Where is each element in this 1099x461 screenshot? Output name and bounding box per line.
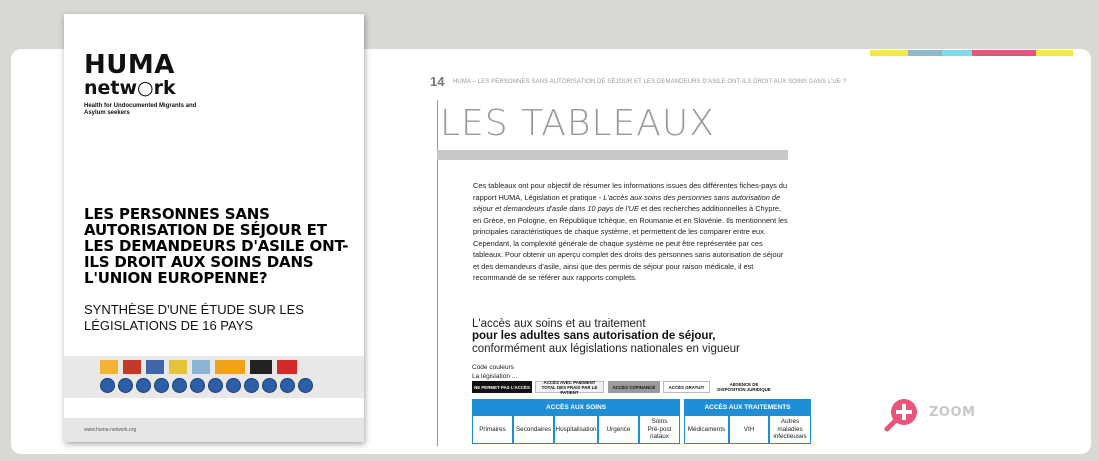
partner-logo-icon bbox=[277, 360, 297, 374]
report-cover[interactable] bbox=[64, 14, 364, 442]
table-col-vih: VIH bbox=[729, 415, 769, 444]
zoom-label[interactable]: ZOOM bbox=[929, 405, 976, 420]
eu-star-icon bbox=[226, 378, 241, 393]
table-col-secondaires: Secondaires bbox=[513, 415, 554, 444]
table-col-prepost: Soins Pré-post nataux bbox=[639, 415, 680, 444]
eu-star-icon bbox=[280, 378, 295, 393]
eu-star-icon bbox=[244, 378, 259, 393]
table-col-autres: Autres maladies infectieuses bbox=[769, 415, 811, 444]
eu-star-icon bbox=[118, 378, 133, 393]
color-strip-3 bbox=[942, 50, 972, 56]
page-title: LES TABLEAUX bbox=[440, 103, 715, 144]
table-col-medicaments: Médicaments bbox=[684, 415, 729, 444]
color-strip-2 bbox=[908, 50, 942, 56]
logo-huma: HUMA bbox=[84, 50, 175, 80]
legislation-label: La législation ... bbox=[472, 373, 518, 380]
table-col-urgence: Urgence bbox=[598, 415, 639, 444]
intro-text-italic: L'accès aux soins des personnes sans autorisation de séjour et demandeurs d'asile dans 10 pays de l'UE bbox=[473, 192, 781, 213]
legend-cofinanced: ACCÈS COFINANCÉ bbox=[608, 381, 660, 393]
section-heading-2: pour les adultes sans autorisation de séjour, bbox=[472, 330, 716, 342]
cover-url: www.huma-network.org bbox=[84, 427, 137, 433]
eu-star-icon bbox=[190, 378, 205, 393]
table-col-hospitalisation: Hospitalisation bbox=[554, 415, 598, 444]
partner-logo-icon bbox=[169, 360, 187, 374]
cover-subtitle: SYNTHÈSE D'UNE ÉTUDE SUR LES LÉGISLATIONS DE 16 PAYS bbox=[84, 302, 304, 333]
page-header: HUMA – LES PERSONNES SANS AUTORISATION DE SÉJOUR ET LES DEMANDEURS D'ASILE ONT-ILS DROIT AUX SOINS DANS L'UE ? bbox=[453, 79, 847, 85]
section-heading-3: conformément aux législations nationales en vigueur bbox=[472, 343, 740, 355]
intro-text-a: Ces tableaux ont pour objectif de résumer les informations issues des différentes fiches-pays du rapport HUMA, Législation et pratique - bbox=[473, 181, 788, 202]
eu-star-icon bbox=[262, 378, 277, 393]
color-strip-1 bbox=[870, 50, 908, 56]
logo-network: netw○rk bbox=[84, 77, 176, 99]
section-heading-1: L'accès aux soins et au traitement bbox=[472, 318, 646, 330]
legend-no-provision: ABSENCE DE DISPOSITION JURIDIQUE bbox=[713, 381, 775, 393]
legend-free-access: ACCÈS GRATUIT bbox=[663, 381, 710, 393]
table-head-traitements: ACCÈS AUX TRAITEMENTS bbox=[684, 399, 811, 415]
partner-logo-icon bbox=[192, 360, 210, 374]
eu-star-logos bbox=[100, 378, 313, 393]
partner-logo-icon bbox=[215, 360, 245, 374]
partner-logo-icon bbox=[250, 360, 272, 374]
table-head-soins: ACCÈS AUX SOINS bbox=[472, 399, 680, 415]
color-code-label: Code couleurs bbox=[472, 364, 514, 371]
legend-no-access: NE PERMET PAS L'ACCÈS bbox=[472, 381, 532, 393]
partner-logos bbox=[100, 360, 297, 374]
eu-star-icon bbox=[136, 378, 151, 393]
partner-logo-icon bbox=[100, 360, 118, 374]
color-strip-5 bbox=[1036, 50, 1073, 56]
zoom-button[interactable] bbox=[884, 396, 984, 432]
page-number: 14 bbox=[430, 74, 445, 89]
eu-star-icon bbox=[154, 378, 169, 393]
eu-star-icon bbox=[172, 378, 187, 393]
title-bar bbox=[437, 150, 788, 160]
legend-full-payment: ACCÈS AVEC PAIEMENT TOTAL DES FRAIS PAR LE PATIENT bbox=[535, 381, 604, 393]
partner-logo-icon bbox=[146, 360, 164, 374]
eu-star-icon bbox=[100, 378, 115, 393]
intro-text-b: et des recherches additionnelles à Chypre, en Grèce, en Pologne, en République tchèque, en Roumanie et en Slovénie. Ils mentionnent les principales caractéristiques de chaque système, et permettent de les comparer entre eux. Cependant, la complexité générale de chaque système ne peut être représentée par ces tableaux. Pour obtenir un aperçu complet des droits des personnes sans autorisation de séjour et des demandeurs d'asile, ainsi que des permis de séjour pour raison médicale, il est recommandé de se référer aux rapports complets. bbox=[473, 204, 788, 282]
partner-logo-icon bbox=[123, 360, 141, 374]
color-strip-4 bbox=[972, 50, 1036, 56]
eu-star-icon bbox=[298, 378, 313, 393]
cover-title: LES PERSONNES SANS AUTORISATION DE SÉJOUR ET LES DEMANDEURS D'ASILE ONT-ILS DROIT AUX SOINS DANS L'UNION EUROPENNE? bbox=[84, 205, 349, 287]
eu-star-icon bbox=[208, 378, 223, 393]
table-col-primaires: Primaires bbox=[472, 415, 513, 444]
logo-tagline: Health for Undocumented Migrants and Asylum seekers bbox=[84, 103, 197, 116]
zoom-plus-icon[interactable] bbox=[884, 396, 920, 432]
intro-paragraph bbox=[473, 180, 791, 284]
